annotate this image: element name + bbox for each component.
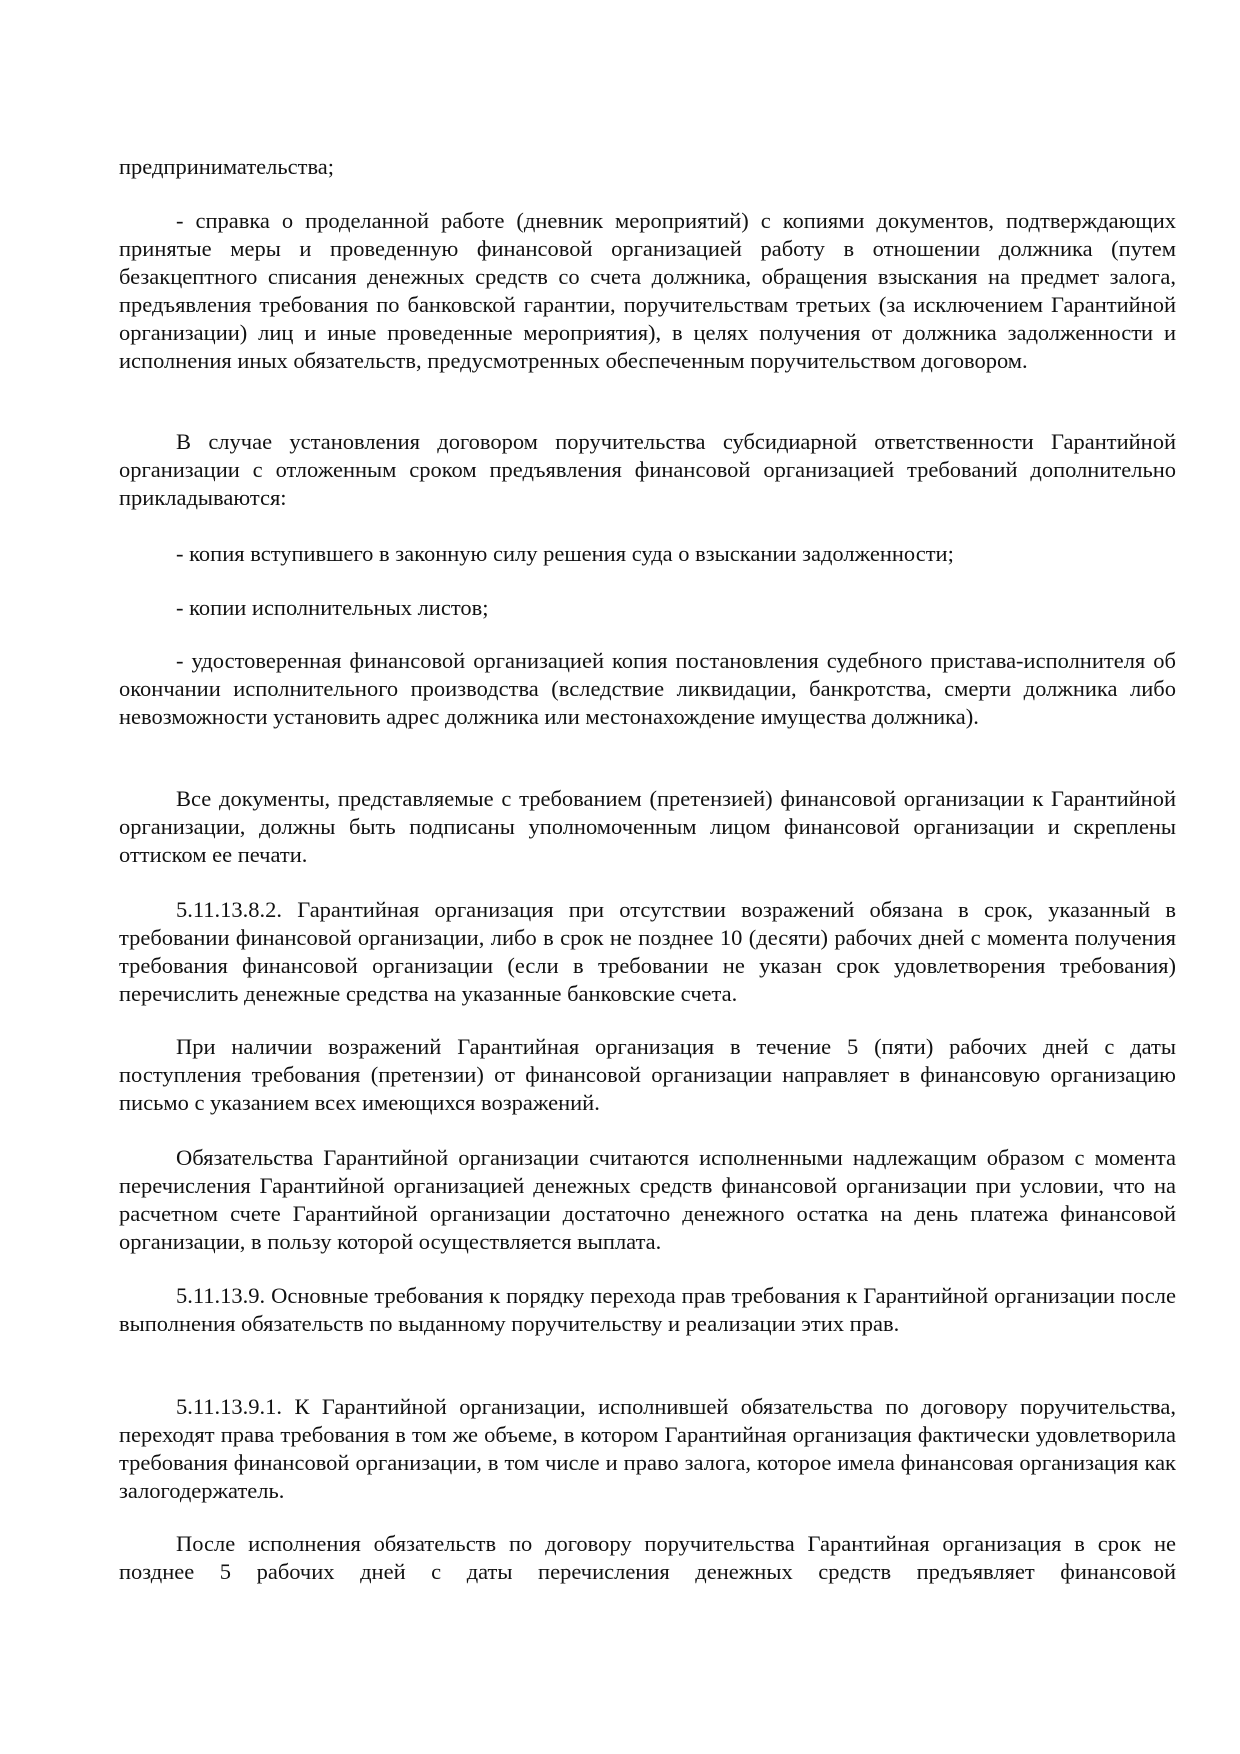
paragraph-5-11-13-9: 5.11.13.9. Основные требования к порядку перехода прав требования к Гарантийной организации после выполнения обязательств по выданному поручительству и реализации этих прав. [119, 1283, 1176, 1336]
paragraph-continuation: предпринимательства; [119, 154, 335, 179]
paragraph-report-of-work: - справка о проделанной работе (дневник мероприятий) с копиями документов, подтверждающих принятые меры и проведенную финансовой организацией работу в отношении должника (путем безакцептного списания денежных средств со счета должника, обращения взыскания на предмет залога, предъявления требования по банковской гарантии, поручительствам третьих (за исключением Гарантийной организации) лиц и иные проведенные мероприятия), в целях получения от должника задолженности и исполнения иных обязательств, предусмотренных обеспеченным поручительством договором. [119, 208, 1176, 373]
paragraph-writ-copies: - копии исполнительных листов; [176, 595, 489, 620]
paragraph-bailiff-resolution: - удостоверенная финансовой организацией копия постановления судебного пристава-исполнителя об окончании исполнительного производства (вследствие ликвидации, банкротства, смерти должника либо невозможности установить адрес должника или местонахождение имущества должника). [119, 648, 1176, 729]
paragraph-all-documents-signed: Все документы, представляемые с требованием (претензией) финансовой организации к Гарантийной организации, должны быть подписаны уполномоченным лицом финансовой организации и скреплены оттиском ее печати. [119, 786, 1176, 867]
paragraph-objections: При наличии возражений Гарантийная организация в течение 5 (пяти) рабочих дней с даты поступления требования (претензии) от финансовой организации направляет в финансовую организацию письмо с указанием всех имеющихся возражений. [119, 1034, 1176, 1115]
paragraph-5-11-13-9-1: 5.11.13.9.1. К Гарантийной организации, исполнившей обязательства по договору поручительства, переходят права требования в том же объеме, в котором Гарантийная организация фактически удовлетворила требования финансовой организации, в том числе и право залога, которое имела финансовая организация как залогодержатель. [119, 1394, 1176, 1503]
paragraph-5-11-13-8-2: 5.11.13.8.2. Гарантийная организация при отсутствии возражений обязана в срок, указанный в требовании финансовой организации, либо в срок не позднее 10 (десяти) рабочих дней с момента получения требования финансовой организации (если в требовании не указан срок удовлетворения требования) перечислить денежные средства на указанные банковские счета. [119, 897, 1176, 1006]
paragraph-court-decision-copy: - копия вступившего в законную силу решения суда о взыскании задолженности; [176, 541, 954, 566]
paragraph-after-fulfilment: После исполнения обязательств по договору поручительства Гарантийная организация в срок не позднее 5 рабочих дней с даты перечисления денежных средств предъявляет финансовой [119, 1531, 1176, 1584]
paragraph-obligations-fulfilled: Обязательства Гарантийной организации считаются исполненными надлежащим образом с момента перечисления Гарантийной организацией денежных средств финансовой организации при условии, что на расчетном счете Гарантийной организации достаточно денежного остатка на день платежа финансовой организации, в пользу которой осуществляется выплата. [119, 1145, 1176, 1254]
paragraph-subsidiary-liability: В случае установления договором поручительства субсидиарной ответственности Гарантийной организации с отложенным сроком предъявления финансовой организацией требований дополнительно прикладываются: [119, 429, 1176, 510]
